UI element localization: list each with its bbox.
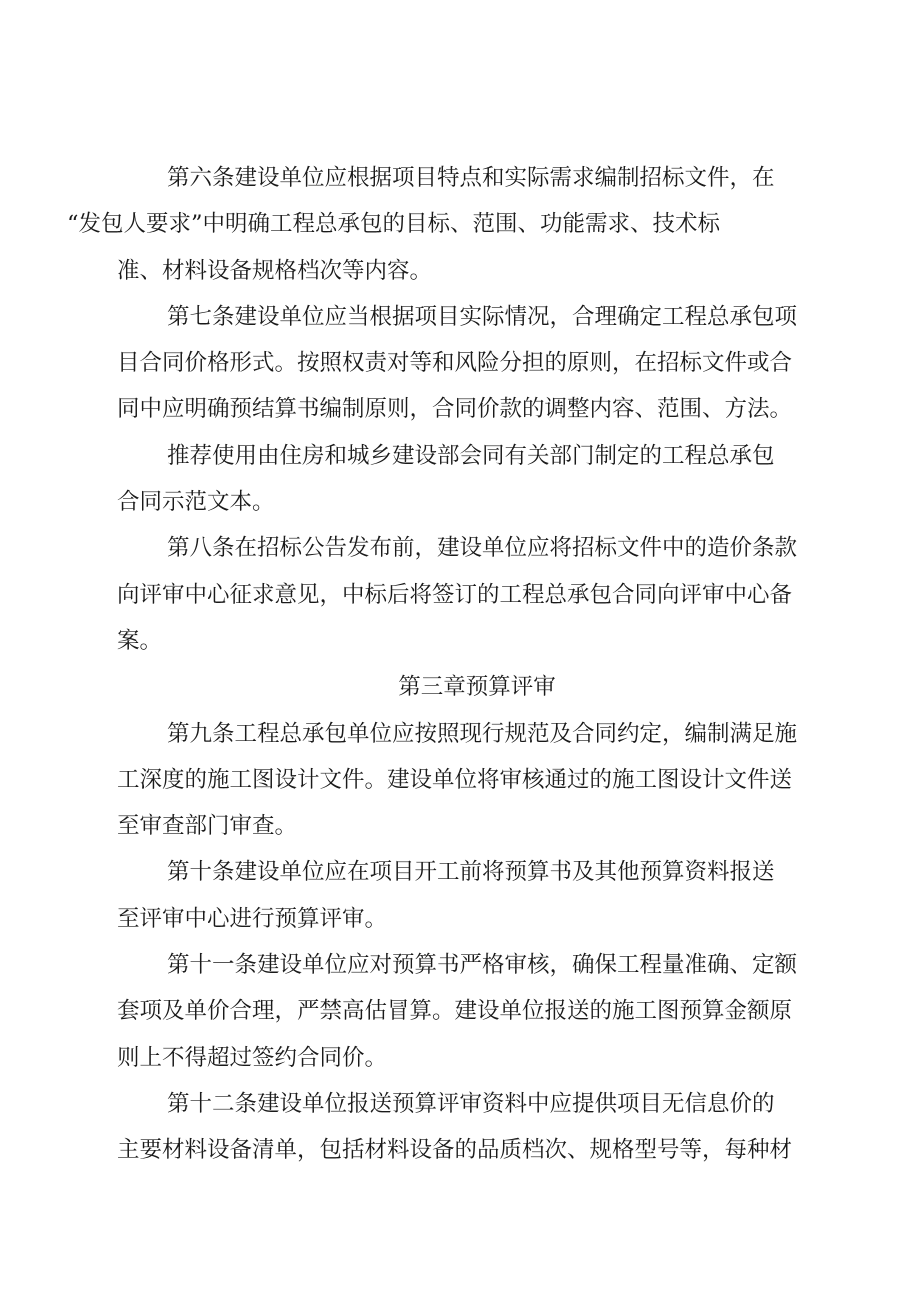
paragraph-article-9 [117,711,817,850]
text-line: 第八条在招标公告发布前，建设单位应将招标文件中的造价条款 [167,535,798,562]
paragraph-article-10 [117,849,817,942]
text-line: 至审查部门审查。 [117,813,298,840]
paragraph-article-7 [117,294,817,433]
text-line: 推荐使用由住房和城乡建设部会同有关部门制定的工程总承包 [167,442,775,469]
text-line: 第十条建设单位应在项目开工前将预算书及其他预算资料报送 [167,859,775,886]
chapter-heading: 第三章预算评审 [398,674,556,701]
text-line: 第七条建设单位应当根据项目实际情况，合理确定工程总承包项 [167,303,798,330]
text-line: 工深度的施工图设计文件。建设单位将审核通过的施工图设计文件送 [117,766,793,793]
text-line: “发包人要求”中明确工程总承包的目标、范围、功能需求、技术标 [67,211,721,238]
paragraph-article-11 [117,942,817,1081]
paragraph-article-6 [67,155,817,294]
text-line: 主要材料设备清单，包括材料设备的品质档次、规格型号等，每种材 [117,1137,793,1164]
text-line: 第六条建设单位应根据项目特点和实际需求编制招标文件，在 [167,165,775,191]
text-line: 目合同价格形式。按照权责对等和风险分担的原则，在招标文件或合 [117,350,793,377]
document-page [67,155,817,1174]
text-line: 案。 [117,627,163,654]
text-line: 则上不得超过签约合同价。 [117,1044,388,1071]
text-line: 同中应明确预结算书编制原则，合同价款的调整内容、范围、方法。 [117,396,793,423]
text-line: 合同示范文本。 [117,489,275,516]
text-line: 准、材料设备规格档次等内容。 [117,257,433,284]
text-line: 第十一条建设单位应对预算书严格审核，确保工程量准确、定额 [167,952,798,979]
paragraph-recommendation [117,433,817,526]
text-line: 至评审中心进行预算评审。 [117,905,388,932]
text-line: 第九条工程总承包单位应按照现行规范及合同约定，编制满足施 [167,720,798,747]
text-line: 套项及单价合理，严禁高估冒算。建设单位报送的施工图预算金额原 [117,998,793,1025]
paragraph-article-12 [117,1081,817,1174]
paragraph-article-8 [117,525,817,664]
text-line: 向评审中心征求意见，中标后将签订的工程总承包合同向评审中心备 [117,581,793,608]
text-line: 第十二条建设单位报送预算评审资料中应提供项目无信息价的 [167,1090,775,1117]
